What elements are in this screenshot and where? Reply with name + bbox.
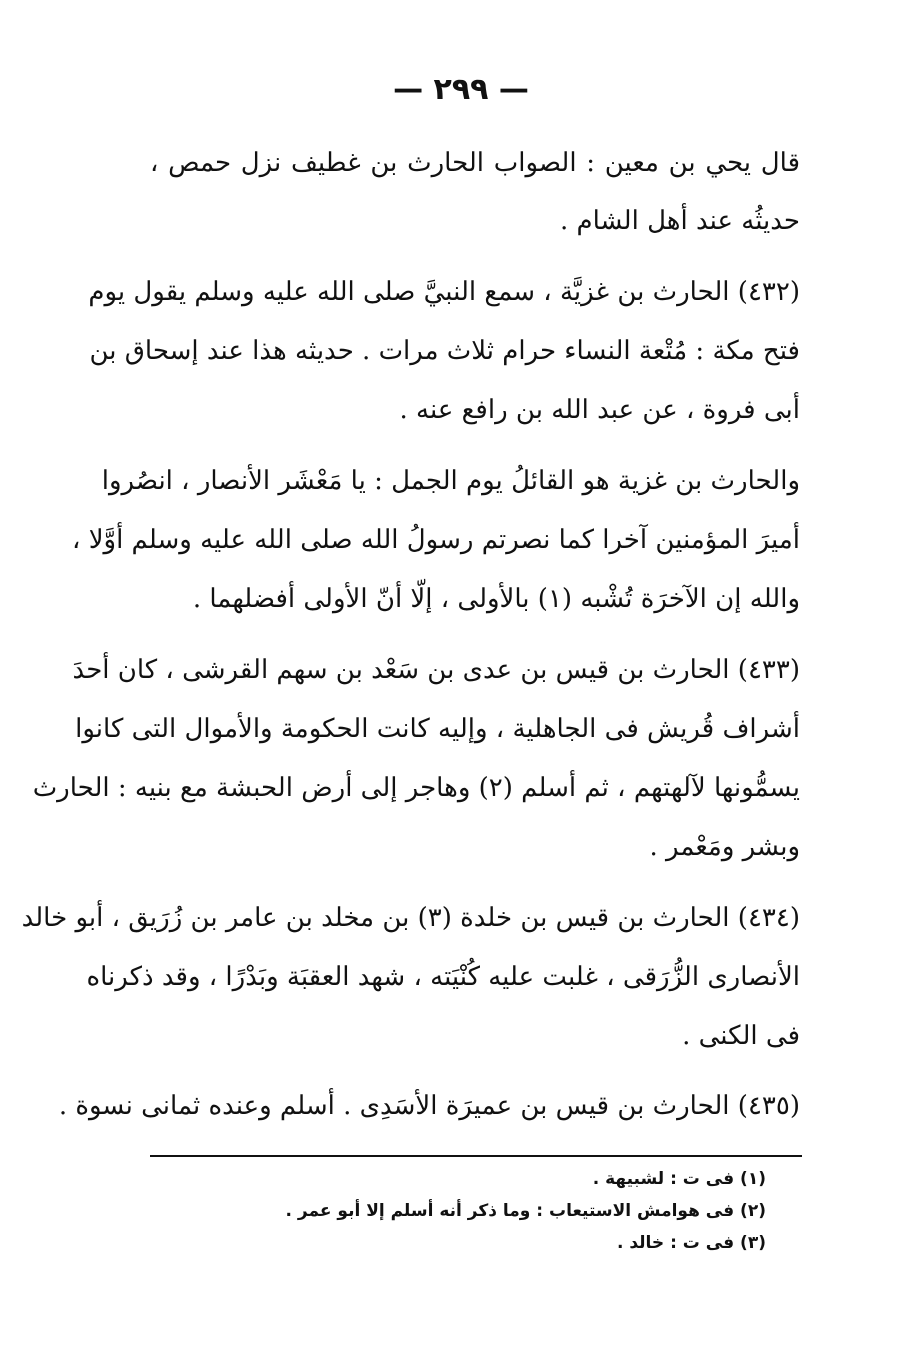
- text-line: (٤٣٢) الحارث بن غزيَّة ، سمع النبيَّ صلى الله عليه وسلم يقول يوم: [88, 277, 800, 307]
- text-line: (٤٣٥) الحارث بن قيس بن عميرَة الأسَدِى . أسلم وعنده ثمانى نسوة .: [58, 1091, 800, 1121]
- footnote: (٢) فى هوامش الاستيعاب : وما ذكر أنه أسلم إلا أبو عمر .: [285, 1201, 766, 1221]
- text-line: والله إن الآخرَة تُشْبه (١) بالأولى ، إلّا أنّ الأولى أفضلهما .: [192, 584, 800, 614]
- text-line: فتح مكة : مُتْعة النساء حرام ثلاث مرات . حديثه هذا عند إسحاق بن: [89, 336, 800, 366]
- text-line: الأنصارى الزُّرَقى ، غلبت عليه كُنْيَته ، شهد العقبَة وبَدْرًا ، وقد ذكرناه: [86, 962, 800, 992]
- text-line: أميرَ المؤمنين آخرا كما نصرتم رسولُ الله صلى الله عليه وسلم أوَّلا ،: [72, 525, 800, 555]
- text-line: حديثُه عند أهل الشام .: [559, 206, 800, 236]
- text-line: أشراف قُريش فى الجاهلية ، وإليه كانت الحكومة والأموال التى كانوا: [75, 714, 800, 744]
- text-line: والحارث بن غزية هو القائلُ يوم الجمل : يا مَعْشَر الأنصار ، انصُروا: [101, 466, 800, 496]
- footnote: (٣) فى ت : خالد .: [616, 1233, 766, 1253]
- text-line: أبى فروة ، عن عبد الله بن رافع عنه .: [399, 395, 800, 425]
- footnote-divider: [150, 1155, 802, 1157]
- text-line: (٤٣٣) الحارث بن قيس بن عدى بن سَعْد بن سهم القرشى ، كان أحدَ: [72, 655, 800, 685]
- text-line: قال يحي بن معين : الصواب الحارث بن غطيف نزل حمص ،: [150, 148, 800, 178]
- footnote: (١) فى ت : لشبيهة .: [592, 1169, 766, 1189]
- text-line: يسمُّونها لآلهتهم ، ثم أسلم (٢) وهاجر إلى أرض الحبشة مع بنيه : الحارث: [32, 773, 800, 803]
- page-number: — ٢٩٩ —: [393, 72, 529, 107]
- text-line: وبشر ومَعْمر .: [649, 832, 800, 862]
- text-line: (٤٣٤) الحارث بن قيس بن خلدة (٣) بن مخلد بن عامر بن زُرَيق ، أبو خالد: [21, 903, 800, 933]
- text-line: فى الكنى .: [682, 1021, 800, 1051]
